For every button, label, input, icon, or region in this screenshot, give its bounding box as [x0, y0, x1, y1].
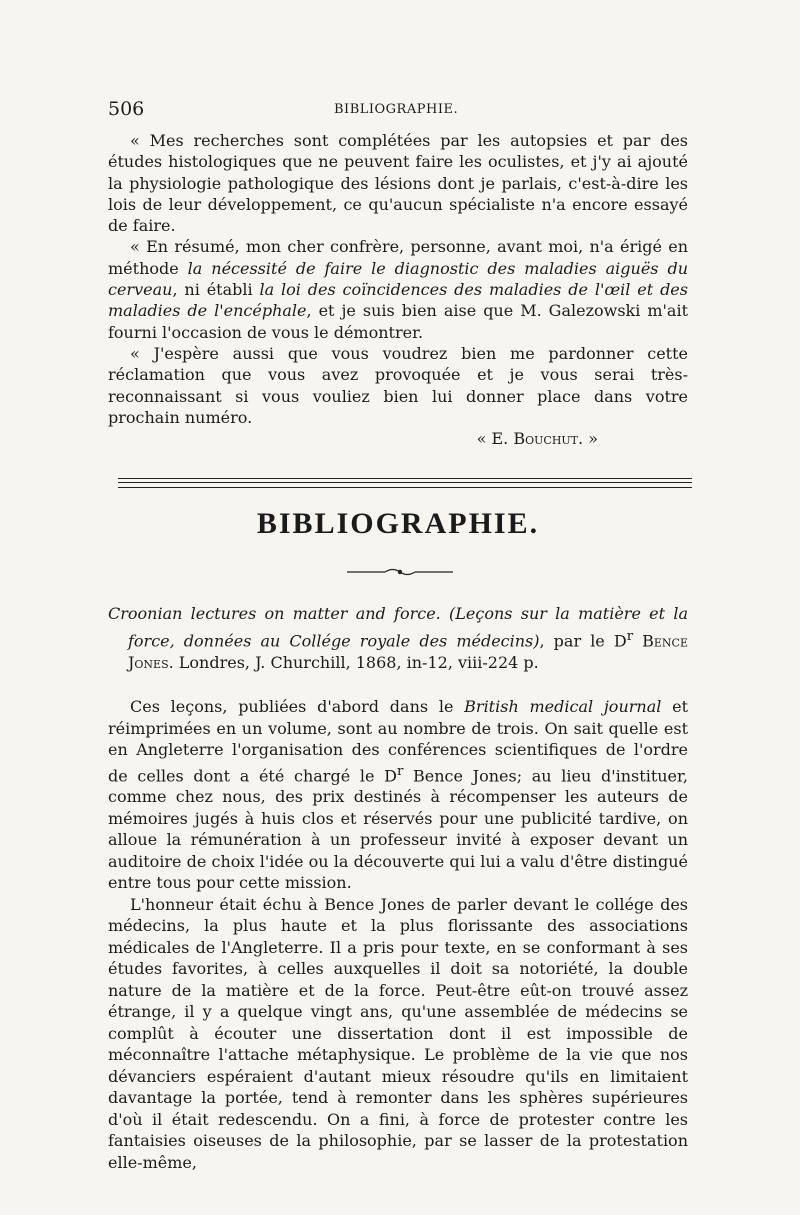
bibliography-citation [108, 603, 688, 675]
review-paragraph [108, 696, 688, 894]
book-translation: (Leçons sur la matière et la force, données au Collége royale des médecins) [128, 604, 688, 650]
book-title: Croonian lectures on matter and force. [108, 604, 441, 623]
text-run: , ni établi [172, 280, 260, 300]
review-text [108, 696, 688, 1173]
page-header [108, 98, 688, 122]
italic-run: la nécessité de faire le diagnostic des maladies aiguës du cerveau [108, 258, 688, 300]
superscript: r [396, 763, 404, 779]
letter-paragraph [108, 236, 688, 342]
section-divider [118, 478, 692, 479]
section-divider [118, 482, 692, 483]
text-run: , et je suis bien aise que M. Galezowski m'ait fourni l'occasion de vous le démontrer. [108, 301, 688, 342]
text-run: Bence Jones; au lieu d'instituer, comme chez nous, des prix destinés à récompenser les auteurs de mémoires jugés à huis clos et réservés pour une publicité tardive, on alloue la rémunération à un professeur invité à exposer devant un auditoire de choix l'idée ou la découverte qui lui a valu d'être distingué entre tous pour cette mission. [108, 765, 688, 893]
section-title: BIBLIOGRAPHIE. [256, 507, 540, 540]
italic-run: la loi des coïncidences des maladies de l'œil et des maladies de l'encéphale [108, 280, 688, 321]
bibliography-entry [108, 603, 688, 675]
page-number: 506 [108, 98, 145, 120]
section-divider [118, 487, 692, 488]
letter-signature [108, 428, 688, 449]
letter-paragraph: « Mes recherches sont complétées par les autopsies et par des études histologiques que ne peuvent faire les oculistes, et j'y ai ajouté la physiologie pathologique des lésions dont je parlais, c'est-à-dire les lois de leur développement, ce qu'aucun spécialiste n'a encore essayé de faire. [108, 131, 688, 236]
letter-paragraph: « J'espère aussi que vous voudrez bien me pardonner cette réclamation que vous avez provoquée et je vous serai très-reconnaissant si vous vouliez bien lui donner place dans votre prochain numéro. [108, 343, 688, 427]
ornament-flourish [345, 566, 455, 578]
text-run: Ces leçons, publiées d'abord dans le [130, 697, 465, 716]
running-head: BIBLIOGRAPHIE. [334, 102, 459, 117]
publication-details: . Londres, J. Churchill, 1868, in-12, viii-224 p. [168, 653, 539, 673]
text-run: « E. [476, 429, 514, 449]
text-run: . » [578, 429, 598, 449]
review-paragraph: L'honneur était échu à Bence Jones de parler devant le collége des médecins, la plus haute et la plus florissante des associations médicales de l'Angleterre. Il a pris pour texte, en se conformant à ses études favorites, à celles auxquelles il doit sa notoriété, la double nature de la matière et de la force. Peut-être eût-on trouvé assez étrange, il y a quelque vingt ans, qu'une assemblée de médecins se complût à écouter une dissertation dont il est impossible de méconnaître l'attache métaphysique. Le problème de la vie que nos dévanciers espéraient d'autant mieux résoudre qu'ils en limitaient davantage la portée, tend à remonter dans les sphères supérieures d'où il était redescendu. On a fini, à force de protester contre les fantaisies oiseuses de la philosophie, par se lasser de la protestation elle-même, [108, 894, 688, 1172]
signature-name: Bouchut [513, 429, 579, 449]
text-run: et réimprimées en un volume, sont au nombre de trois. On sait quelle est en Angleterre l'organisation des conférences scientifiques de l'ordre de celles dont a été chargé le D [108, 697, 688, 785]
italic-run: British medical journal [464, 697, 662, 716]
superscript: r [626, 628, 634, 644]
text-run: , par le D [539, 630, 627, 650]
text-run: « En résumé, mon cher confrère, personne, avant moi, n'a érigé en méthode [108, 237, 688, 278]
letter-text [108, 130, 688, 449]
book-author: Bence Jones [128, 630, 688, 673]
